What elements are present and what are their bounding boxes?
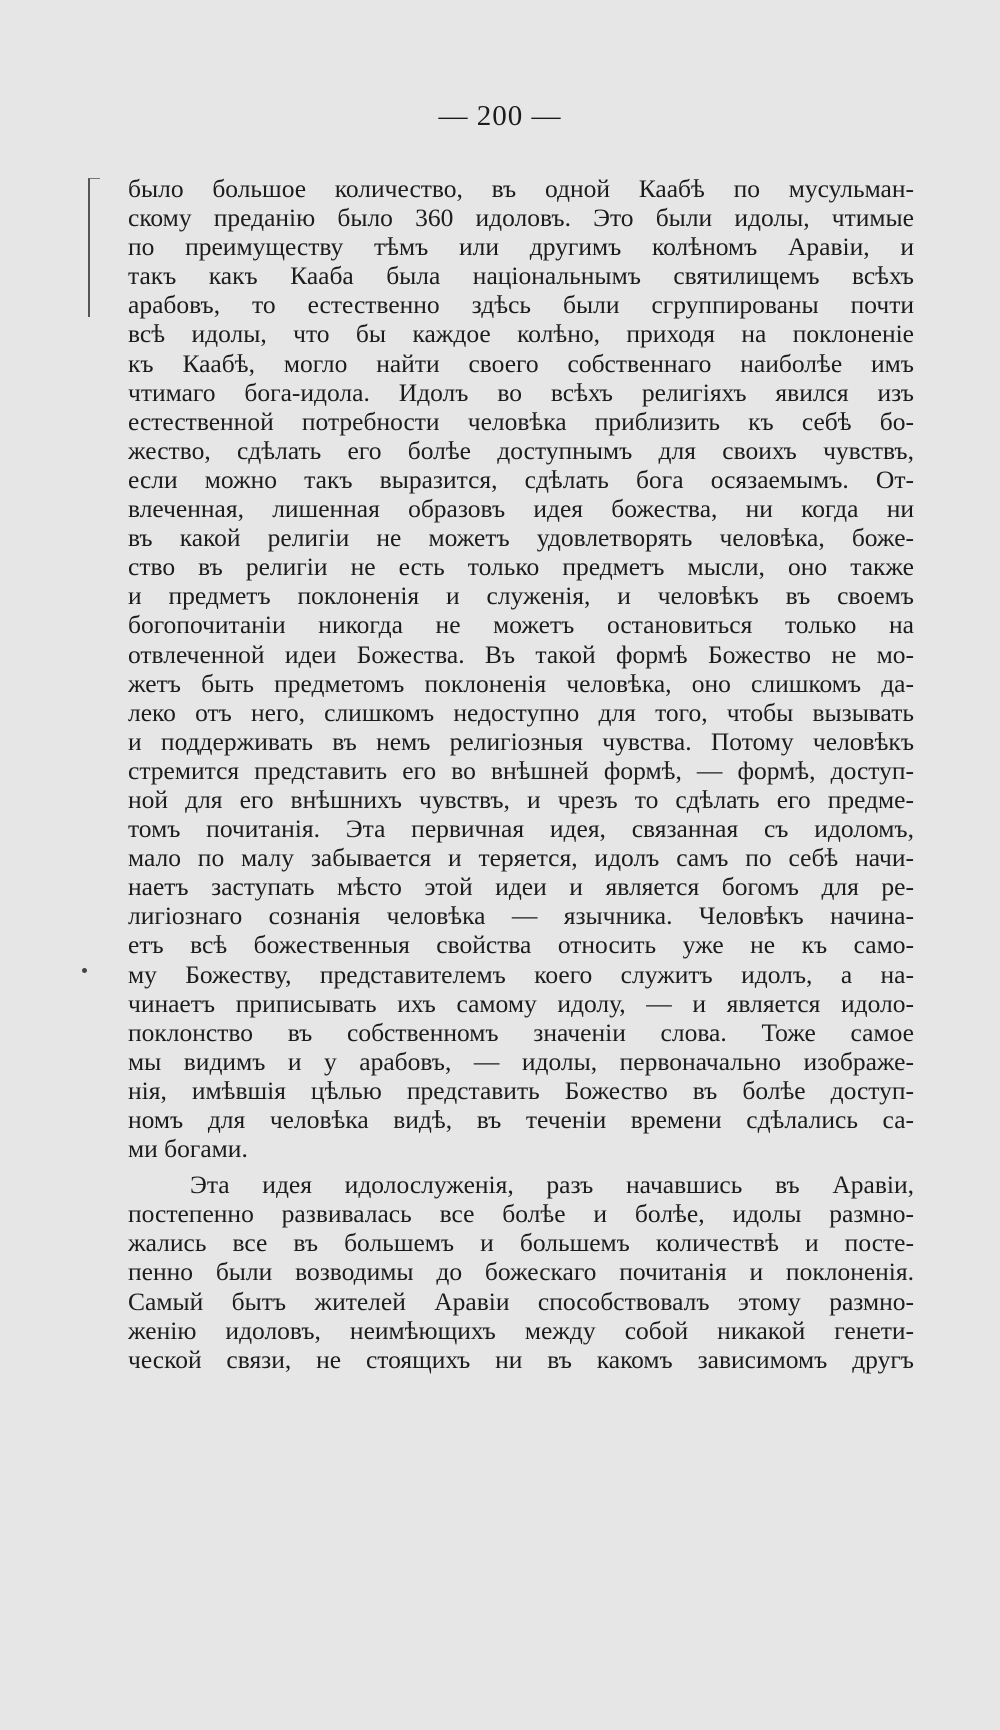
text-line: ческой связи, не стоящихъ ни въ какомъ зависимомъ другъ — [128, 1344, 914, 1374]
text-line: етъ всѣ божественныя свойства относить уже не къ само- — [128, 930, 914, 960]
text-line: чтимаго бога-идола. Идолъ во всѣхъ религіяхъ явился изъ — [128, 377, 914, 407]
text-line: и поддерживать въ немъ религіозныя чувства. Потому человѣкъ — [128, 726, 914, 756]
text-line: наетъ заступать мѣсто этой идеи и является богомъ для ре- — [128, 872, 914, 902]
text-line: жались все въ большемъ и большемъ количествѣ и посте- — [128, 1228, 914, 1258]
text-line: Эта идея идолослуженія, разъ начавшись въ Аравіи, — [190, 1170, 914, 1200]
text-line: мало по малу забывается и теряется, идолъ самъ по себѣ начи- — [128, 843, 914, 873]
text-line: богопочитаніи никогда не можетъ остановиться только на — [128, 610, 914, 640]
text-line: мы видимъ и у арабовъ, — идолы, первоначально изображе- — [128, 1046, 914, 1076]
text-line: влеченная, лишенная образовъ идея божества, ни когда ни — [128, 494, 914, 524]
text-line: пенно были возводимы до божескаго почитанія и поклоненія. — [128, 1257, 914, 1287]
text-line: женію идоловъ, неимѣющихъ между собой никакой генети- — [128, 1315, 914, 1345]
body-text — [128, 174, 914, 1374]
text-line: му Божеству, представителемъ коего служитъ идолъ, а на- — [128, 959, 914, 989]
paragraph-2 — [128, 1170, 914, 1374]
text-line: жество, сдѣлать его болѣе доступнымъ для своихъ чувствъ, — [128, 435, 914, 465]
margin-bracket-mark — [88, 178, 100, 317]
text-line: такъ какъ Кааба была національнымъ святилищемъ всѣхъ — [128, 261, 914, 291]
text-line: и предметъ поклоненія и служенія, и человѣкъ въ своемъ — [128, 581, 914, 611]
text-line: ми богами. — [128, 1134, 248, 1164]
text-line: томъ почитанія. Эта первичная идея, связанная съ идоломъ, — [128, 814, 914, 844]
text-line: леко отъ него, слишкомъ недоступно для того, чтобы вызывать — [128, 697, 914, 727]
text-line: въ какой религіи не можетъ удовлетворять человѣка, боже- — [128, 523, 914, 553]
text-line: ство въ религіи не есть только предметъ мысли, оно также — [128, 552, 914, 582]
text-line: стремится представить его во внѣшней формѣ, — формѣ, доступ- — [128, 755, 914, 785]
page-number: — 200 — — [438, 100, 562, 132]
text-line: отвлеченной идеи Божества. Въ такой формѣ Божество не мо- — [128, 639, 914, 669]
paragraph-1 — [128, 174, 914, 1163]
text-line: скому преданію было 360 идоловъ. Это были идолы, чтимые — [128, 203, 914, 233]
text-line: поклонство въ собственномъ значеніи слова. Тоже самое — [128, 1017, 914, 1047]
text-line: арабовъ, то естественно здѣсь были сгруппированы почти — [128, 290, 914, 320]
text-line: по преимуществу тѣмъ или другимъ колѣномъ Аравіи, и — [128, 232, 914, 262]
text-line: было большое количество, въ одной Каабѣ по мусульман- — [128, 174, 914, 203]
text-line: естественной потребности человѣка приблизить къ себѣ бо- — [128, 406, 914, 436]
text-line: постепенно развивалась все болѣе и болѣе, идолы размно- — [128, 1199, 914, 1229]
text-line: чинаетъ приписывать ихъ самому идолу, — и является идоло- — [128, 988, 914, 1018]
text-line: ной для его внѣшнихъ чувствъ, и чрезъ то сдѣлать его предме- — [128, 784, 914, 814]
text-line: къ Каабѣ, могло найти своего собственнаго наиболѣе имъ — [128, 348, 914, 378]
text-line: если можно такъ выразится, сдѣлать бога осязаемымъ. От- — [128, 464, 914, 494]
text-line: номъ для человѣка видѣ, въ теченіи времени сдѣлались са- — [128, 1105, 914, 1134]
ink-speck — [82, 968, 87, 973]
text-line: жетъ быть предметомъ поклоненія человѣка, оно слишкомъ да- — [128, 668, 914, 698]
text-line: всѣ идолы, что бы каждое колѣно, приходя на поклоненіе — [128, 319, 914, 349]
text-line: Самый бытъ жителей Аравіи способствовалъ этому размно- — [128, 1286, 914, 1316]
text-line: нія, имѣвшія цѣлью представить Божество въ болѣе доступ- — [128, 1075, 914, 1105]
text-line: лигіознаго сознанія человѣка — язычника. Человѣкъ начина- — [128, 901, 914, 931]
